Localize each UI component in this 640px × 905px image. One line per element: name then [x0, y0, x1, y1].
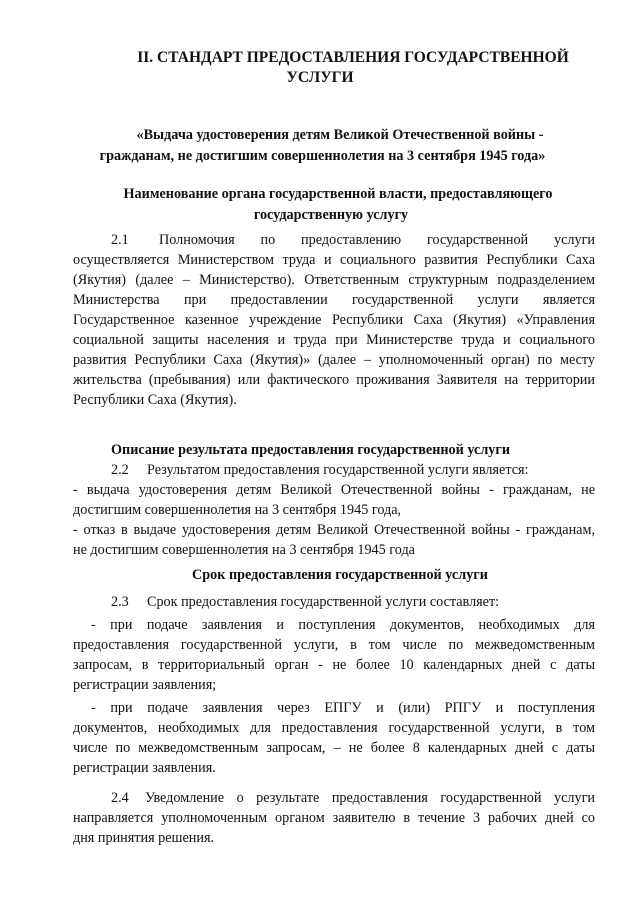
paragraph-2-3-item-2: - при подаче заявления через ЕПГУ и (или) РПГУ и поступления документов, необходимых для предоставления государственной услуги, в том числе по межведомственным запросам, – не более 8 календарных дней с даты регистрации заявления.: [73, 700, 595, 776]
service-name: «Выдача удостоверения детям Великой Отечественной войны - гражданам, не достигшим совершеннолетия на 3 сентября 1945 года»: [99, 127, 546, 164]
paragraph-2-2: 2.2 Результатом предоставления государственной услуги является: - выдача удостоверения детям Великой Отечественной войны - гражданам, не достигшим совершеннолетия на 3 сентября 1945 года, - отказ в выдаче удостоверения детям Великой Отечественной войны - гражданам, не достигшим совершеннолетия на 3 сентября 1945 года: [73, 462, 595, 558]
paragraph-2-1: 2.1 Полномочия по предоставлению государственной услуги осуществляется Министерством труда и социального развития Республики Саха (Якутия) (далее – Министерство). Ответственным структурным подразделением Министерства при предоставлении государственной услуги является Государственное казенное учреждение Республики Саха (Якутия) «Управления социальной защиты населения и труда при Министерстве труда и социального развития Республики Саха (Якутия)» (далее – уполномоченный орган) по месту жительства (пребывания) или фактического проживания Заявителя на территории Республики Саха (Якутия).: [73, 232, 595, 408]
section-title: II. СТАНДАРТ ПРЕДОСТАВЛЕНИЯ ГОСУДАРСТВЕННОЙ УСЛУГИ: [137, 49, 569, 86]
term-heading: Срок предоставления государственной услуги: [192, 567, 488, 583]
paragraph-number: 2.4: [111, 790, 129, 806]
paragraph-2-4: 2.4 Уведомление о результате предоставления государственной услуги направляется уполномоченным органом заявителю в течение 3 рабочих дней со дня принятия решения.: [73, 790, 595, 846]
paragraph-2-3-item-1: - при подаче заявления и поступления документов, необходимых для предоставления государственной услуги, в том числе по межведомственным запросам, в территориальный орган - не более 10 календарных дней с даты регистрации заявления;: [73, 617, 595, 693]
authority-heading: Наименование органа государственной власти, предоставляющего государственную услугу: [123, 186, 553, 223]
paragraph-2-3: 2.3 Срок предоставления государственной услуги составляет:: [111, 594, 500, 610]
paragraph-number: 2.2: [111, 462, 129, 478]
paragraph-number: 2.3: [111, 594, 129, 610]
result-heading: Описание результата предоставления государственной услуги: [111, 442, 510, 458]
paragraph-number: 2.1: [111, 232, 129, 248]
